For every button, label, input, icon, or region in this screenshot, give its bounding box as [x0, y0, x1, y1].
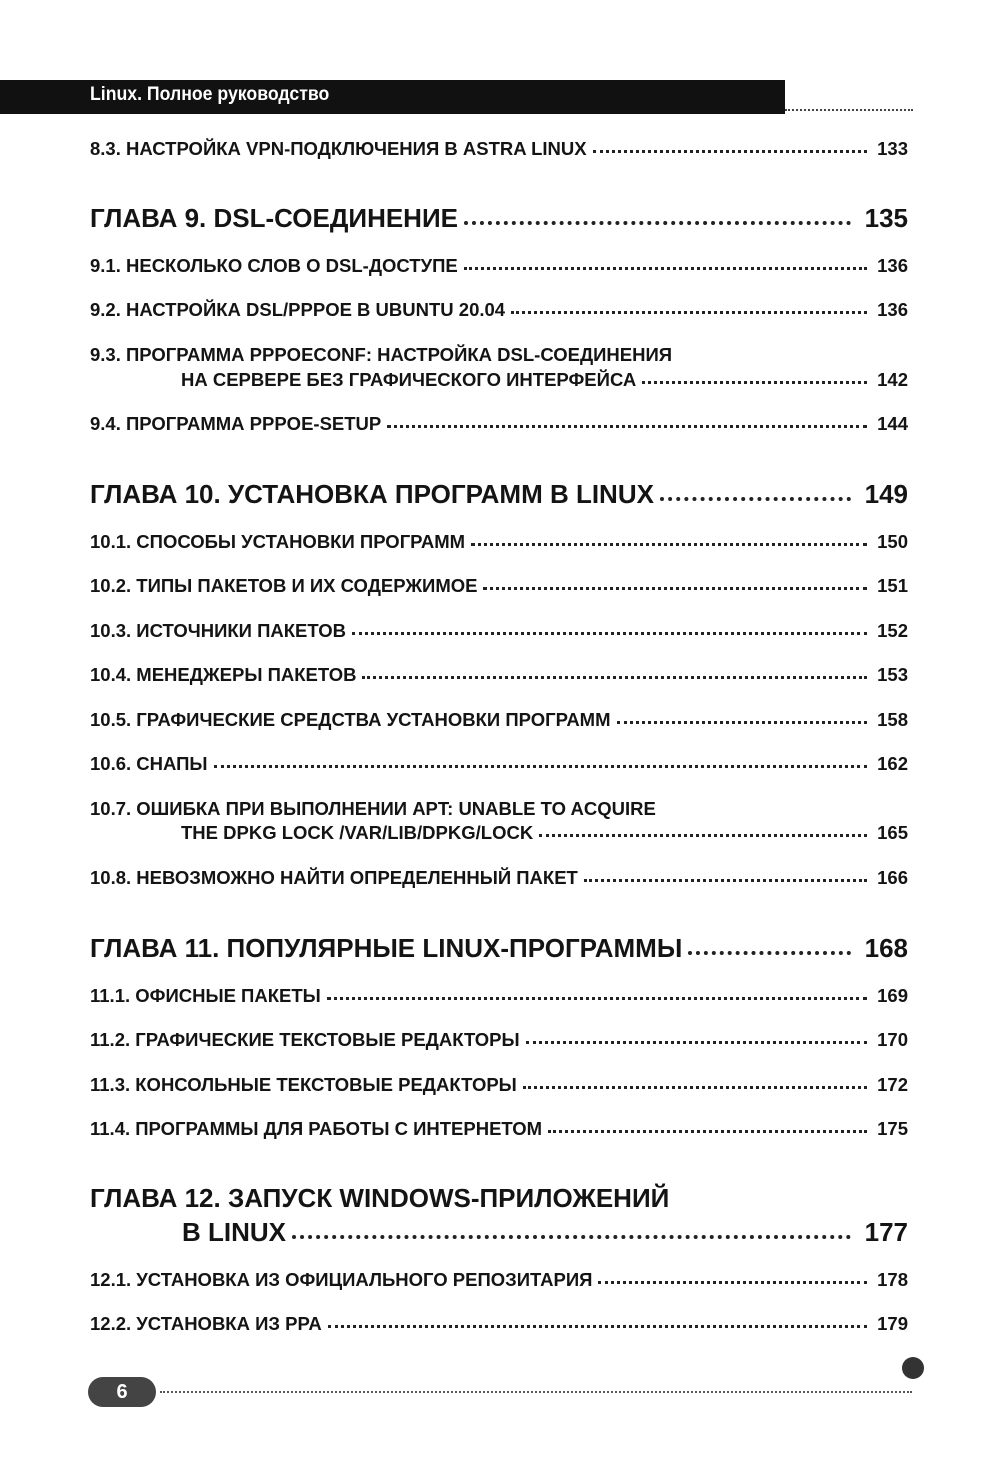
toc-chapter-12-line1[interactable]: ГЛАВА 12. ЗАПУСК WINDOWS-ПРИЛОЖЕНИЙ — [90, 1183, 670, 1213]
toc-label: 11.2. ГРАФИЧЕСКИЕ ТЕКСТОВЫЕ РЕДАКТОРЫ — [90, 1029, 520, 1050]
toc-entry-11-3[interactable] — [90, 1074, 908, 1098]
toc-entry-10-1[interactable] — [90, 531, 908, 555]
chapter-label: ГЛАВА 10. УСТАНОВКА ПРОГРАММ В LINUX — [90, 479, 654, 509]
chapter-page: 177 — [864, 1217, 908, 1247]
leader-dots — [539, 834, 867, 837]
toc-entry-10-2[interactable] — [90, 575, 908, 599]
chapter-page: 168 — [864, 933, 908, 963]
toc-label: 12.2. УСТАНОВКА ИЗ PPA — [90, 1313, 322, 1334]
toc-page: 175 — [877, 1118, 908, 1139]
toc-page: 133 — [877, 138, 908, 159]
toc-label: НА СЕРВЕРЕ БЕЗ ГРАФИЧЕСКОГО ИНТЕРФЕЙСА — [181, 369, 637, 390]
leader-dots — [584, 879, 867, 882]
leader-dots — [292, 1235, 851, 1239]
toc-label: 9.4. ПРОГРАММА PPPOE-SETUP — [90, 413, 382, 434]
toc-page: 152 — [877, 620, 908, 641]
toc-page: 150 — [877, 531, 908, 552]
toc-entry-10-6[interactable] — [90, 753, 908, 777]
toc-page: 170 — [877, 1029, 908, 1050]
toc-entry-11-4[interactable] — [90, 1118, 908, 1142]
leader-dots — [464, 221, 851, 225]
leader-dots — [464, 267, 867, 270]
toc-label: 10.5. ГРАФИЧЕСКИЕ СРЕДСТВА УСТАНОВКИ ПРОГРАММ — [90, 709, 611, 730]
chapter-label: В LINUX — [182, 1217, 286, 1247]
toc-entry-11-1[interactable] — [90, 985, 908, 1009]
toc-label: 10.8. НЕВОЗМОЖНО НАЙТИ ОПРЕДЕЛЕННЫЙ ПАКЕТ — [90, 867, 578, 888]
toc-label: 11.4. ПРОГРАММЫ ДЛЯ РАБОТЫ С ИНТЕРНЕТОМ — [90, 1118, 543, 1139]
chapter-page: 135 — [864, 203, 908, 233]
toc-page: 162 — [877, 753, 908, 774]
toc-entry-9-3[interactable] — [90, 369, 908, 393]
toc-page: 169 — [877, 985, 908, 1006]
toc-page: 153 — [877, 664, 908, 685]
toc-entry-12-2[interactable] — [90, 1313, 908, 1337]
toc-page: 142 — [877, 369, 908, 390]
toc-page: 179 — [877, 1313, 908, 1334]
toc-page: 158 — [877, 709, 908, 730]
toc-entry-10-3[interactable] — [90, 620, 908, 644]
leader-dots — [362, 676, 867, 679]
toc-entry-9-4[interactable] — [90, 413, 908, 437]
toc-entry-9-3-line1[interactable]: 9.3. ПРОГРАММА PPPOECONF: НАСТРОЙКА DSL-СОЕДИНЕНИЯ — [90, 344, 673, 365]
toc-label: 10.1. СПОСОБЫ УСТАНОВКИ ПРОГРАММ — [90, 531, 466, 552]
chapter-label: ГЛАВА 11. ПОПУЛЯРНЫЕ LINUX-ПРОГРАММЫ — [90, 933, 683, 963]
leader-dots — [593, 150, 868, 153]
toc-chapter-11[interactable] — [90, 933, 908, 967]
toc-label: 10.3. ИСТОЧНИКИ ПАКЕТОВ — [90, 620, 346, 641]
toc-page: 136 — [877, 299, 908, 320]
toc-entry-8-3[interactable] — [90, 138, 908, 162]
toc-entry-10-8[interactable] — [90, 867, 908, 891]
toc-entry-9-1[interactable] — [90, 255, 908, 279]
leader-dots — [471, 543, 867, 546]
toc-label: 10.2. ТИПЫ ПАКЕТОВ И ИХ СОДЕРЖИМОЕ — [90, 575, 478, 596]
toc-entry-10-7-line1[interactable]: 10.7. ОШИБКА ПРИ ВЫПОЛНЕНИИ APT: UNABLE TO ACQUIRE — [90, 798, 656, 819]
leader-dots — [214, 765, 868, 768]
leader-dots — [387, 425, 867, 428]
leader-dots — [511, 311, 867, 314]
toc-label: 9.1. НЕСКОЛЬКО СЛОВ О DSL-ДОСТУПЕ — [90, 255, 458, 276]
toc-label: THE DPKG LOCK /VAR/LIB/DPKG/LOCK — [181, 822, 534, 843]
toc-label: 11.3. КОНСОЛЬНЫЕ ТЕКСТОВЫЕ РЕДАКТОРЫ — [90, 1074, 517, 1095]
toc-entry-10-5[interactable] — [90, 709, 908, 733]
toc-entry-12-1[interactable] — [90, 1269, 908, 1293]
leader-dots — [642, 381, 867, 384]
toc-entry-10-7[interactable] — [90, 822, 908, 846]
toc-label: 9.2. НАСТРОЙКА DSL/PPPOE В UBUNTU 20.04 — [90, 299, 506, 320]
leader-dots — [548, 1130, 867, 1133]
toc-label: 10.4. МЕНЕДЖЕРЫ ПАКЕТОВ — [90, 664, 357, 685]
leader-dots — [352, 632, 867, 635]
toc-page: 151 — [877, 575, 908, 596]
leader-dots — [660, 497, 851, 501]
page-number-badge: 6 — [88, 1377, 156, 1407]
header-dotted-rule — [785, 109, 913, 111]
toc-page: 166 — [877, 867, 908, 888]
running-header-title: Linux. Полное руководство — [90, 84, 330, 105]
toc-chapter-10[interactable] — [90, 479, 908, 513]
toc-label: 12.1. УСТАНОВКА ИЗ ОФИЦИАЛЬНОГО РЕПОЗИТАРИЯ — [90, 1269, 593, 1290]
toc-chapter-12[interactable] — [90, 1217, 908, 1251]
toc-label: 8.3. НАСТРОЙКА VPN-ПОДКЛЮЧЕНИЯ В ASTRA LINUX — [90, 138, 587, 159]
toc-entry-11-2[interactable] — [90, 1029, 908, 1053]
leader-dots — [688, 951, 850, 955]
leader-dots — [483, 587, 867, 590]
toc-chapter-9[interactable] — [90, 203, 908, 237]
toc-label: 10.6. СНАПЫ — [90, 753, 208, 774]
toc-entry-10-4[interactable] — [90, 664, 908, 688]
toc-page: 165 — [877, 822, 908, 843]
toc-page: 172 — [877, 1074, 908, 1095]
leader-dots — [523, 1086, 867, 1089]
chapter-label: ГЛАВА 9. DSL-СОЕДИНЕНИЕ — [90, 203, 458, 233]
leader-dots — [598, 1281, 867, 1284]
toc-page: 178 — [877, 1269, 908, 1290]
leader-dots — [327, 997, 867, 1000]
toc-entry-9-2[interactable] — [90, 299, 908, 323]
toc-page: 144 — [877, 413, 908, 434]
footer-dot-ornament — [902, 1357, 924, 1379]
leader-dots — [617, 721, 868, 724]
toc-label: 11.1. ОФИСНЫЕ ПАКЕТЫ — [90, 985, 321, 1006]
leader-dots — [526, 1041, 867, 1044]
leader-dots — [328, 1325, 867, 1328]
footer-dotted-rule — [160, 1391, 912, 1393]
chapter-page: 149 — [864, 479, 908, 509]
toc-page: 136 — [877, 255, 908, 276]
